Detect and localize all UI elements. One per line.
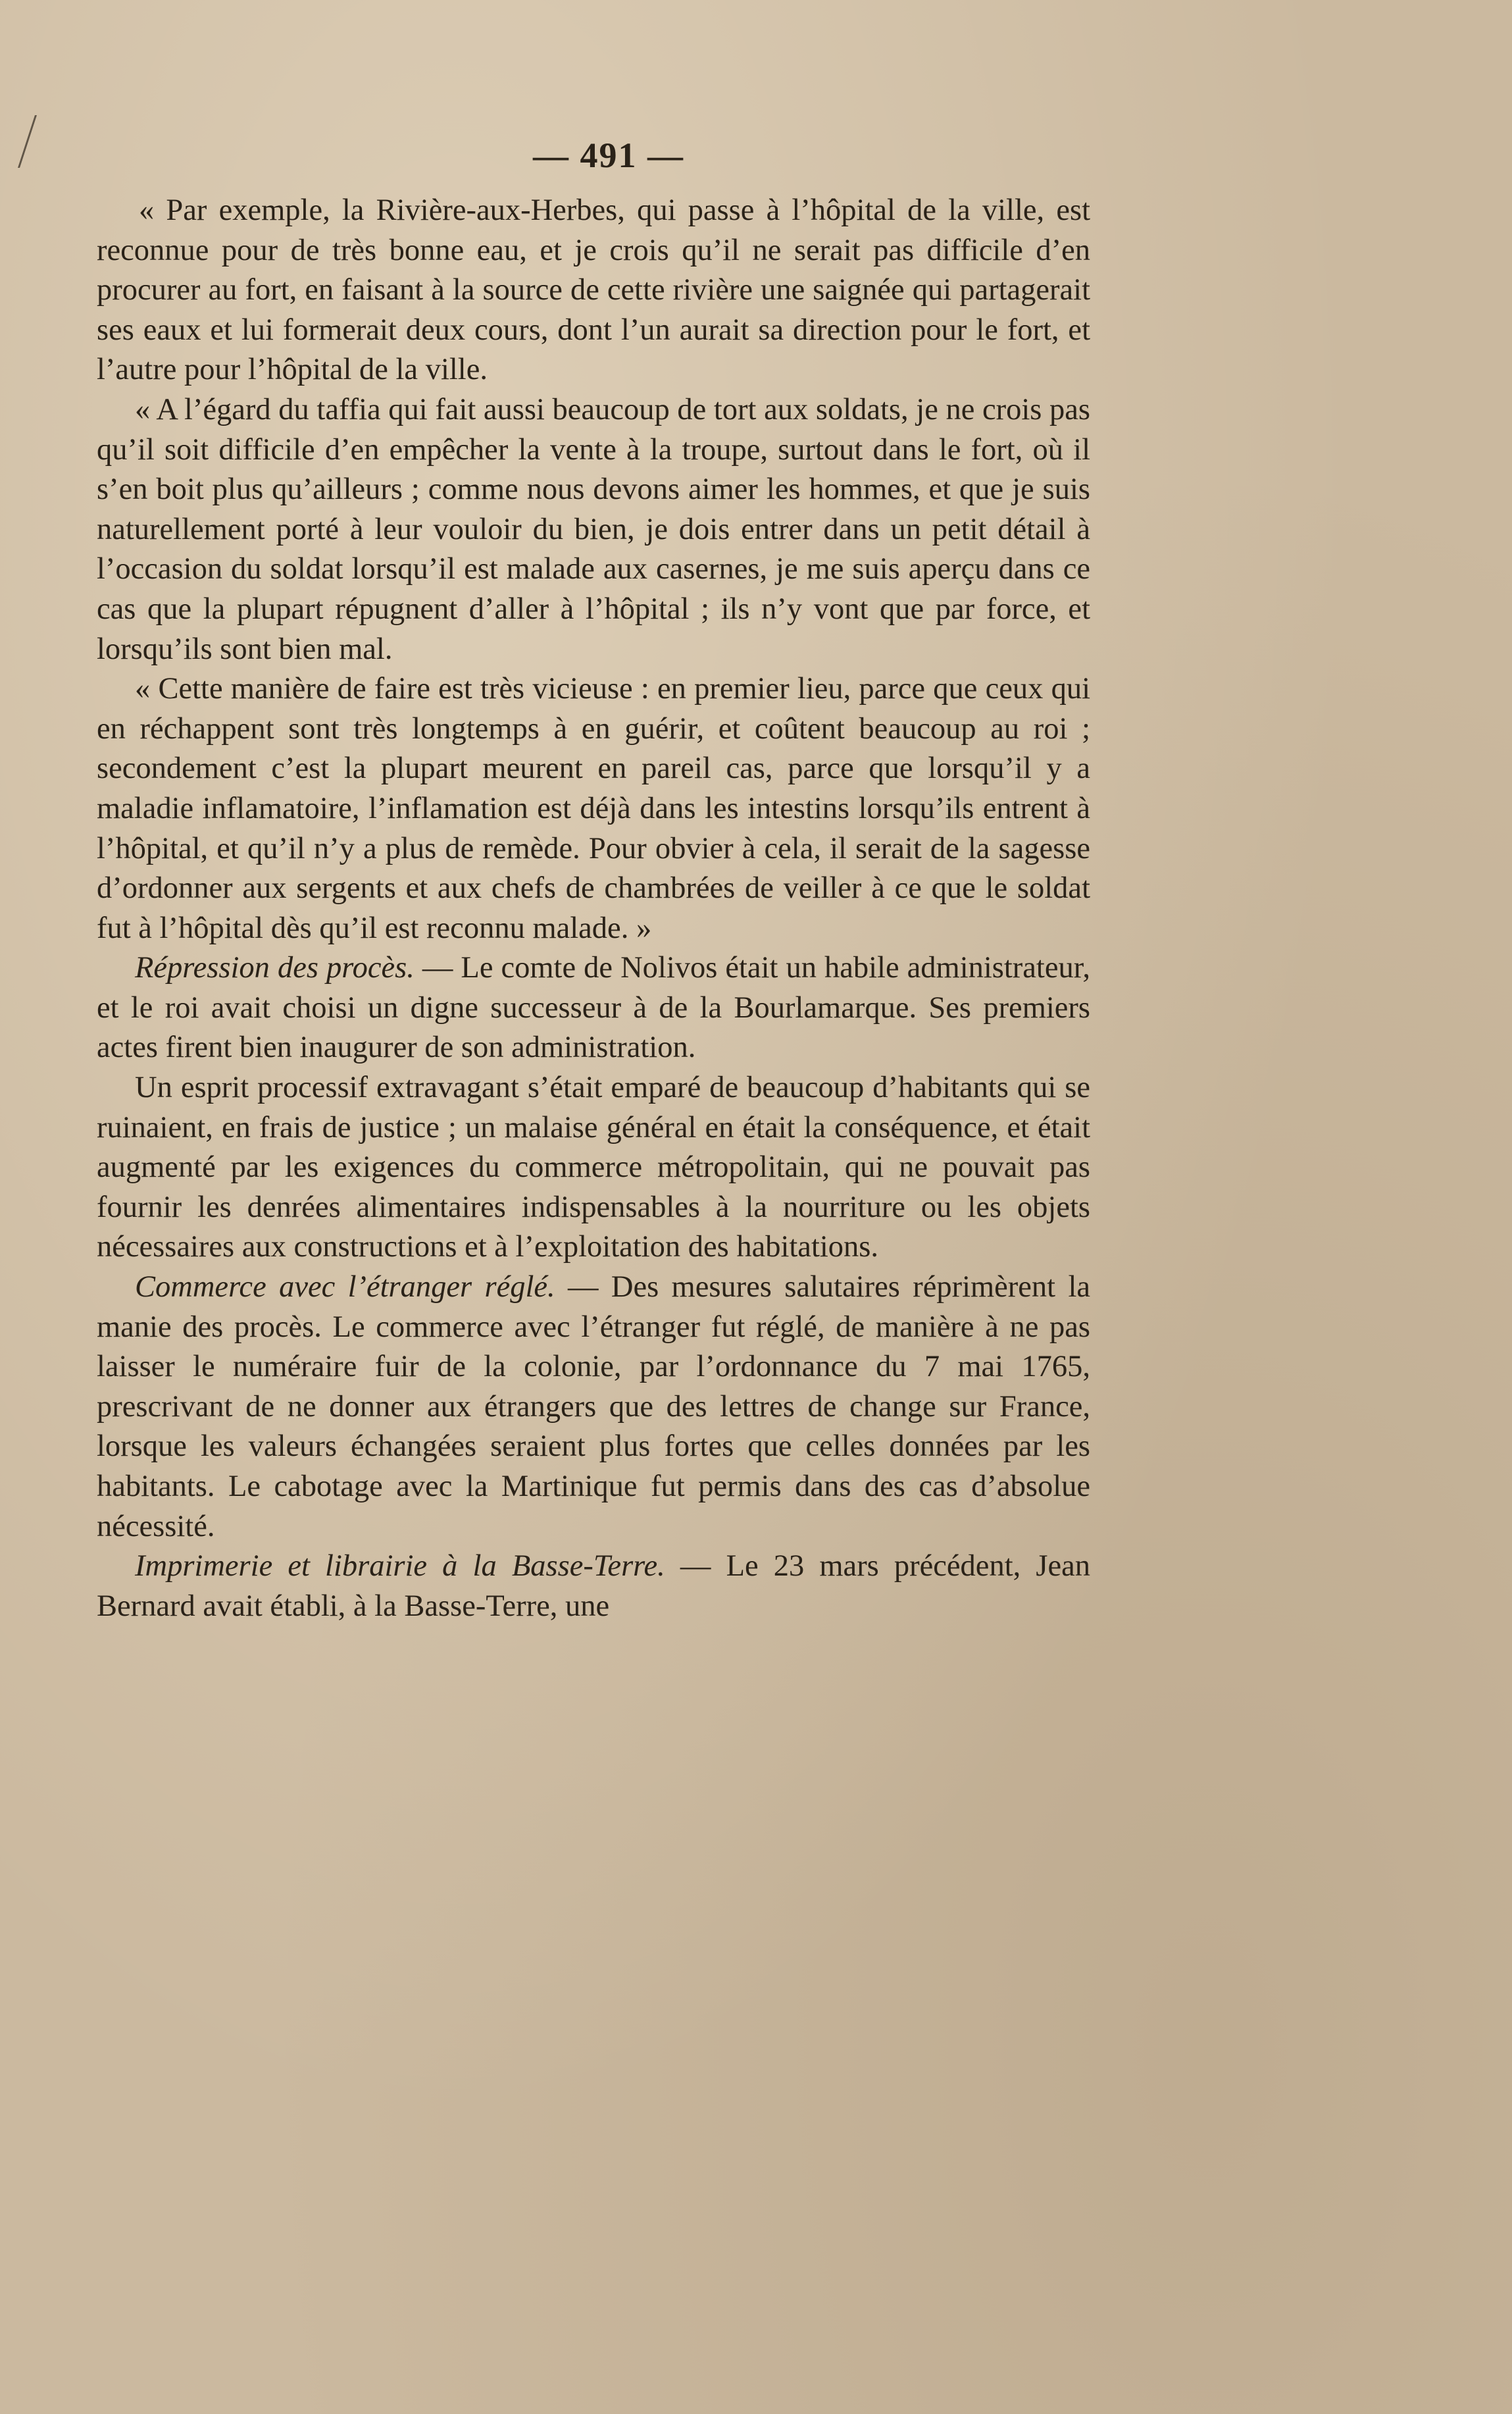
- paragraph-4: [97, 948, 1090, 1068]
- paragraph-2: [97, 390, 1090, 669]
- section-heading: Imprimerie et librairie à la Basse-Terre.: [135, 1549, 665, 1583]
- paragraph-text: « Cette manière de faire est très vicieuse : en premier lieu, parce que ceux qui en réchappent sont très longtemps à en guérir, et coûtent beaucoup au roi ; secondement c’est la plupart meurent en pareil cas, parce que lorsqu’il y a maladie inflamatoire, l’inflamation est déjà dans les intestins lorsqu’ils entrent à l’hôpital, et qu’il n’y a plus de remède. Pour obvier à cela, il serait de la sagesse d’ordonner aux sergents et aux chefs de chambrées de veiller à ce que le soldat fut à l’hôpital dès qu’il est reconnu malade. »: [97, 672, 1090, 945]
- paragraph-text: — Le comte de Nolivos était un habile administrateur, et le roi avait choisi un digne successeur à de la Bourlamarque. Ses premiers actes firent bien inaugurer de son administration.: [97, 951, 1090, 1065]
- paragraph-text: Un esprit processif extravagant s’était emparé de beaucoup d’habitants qui se ruinaient, en frais de justice ; un malaise général en était la conséquence, et était augmenté par les exigences du commerce métropolitain, qui ne pouvait pas fournir les denrées alimentaires indispensables à la nourriture ou les objets nécessaires aux constructions et à l’exploitation des habitations.: [97, 1071, 1090, 1264]
- page-number: — 491 —: [533, 136, 684, 175]
- paragraph-6: [97, 1268, 1090, 1547]
- paragraph-text: — Des mesures salutaires réprimèrent la manie des procès. Le commerce avec l’étranger fut réglé, de manière à ne pas laisser le numéraire fuir de la colonie, par l’ordonnance du 7 mai 1765, prescrivant de ne donner aux étrangers que des lettres de change sur France, lorsque les valeurs échangées seraient plus fortes que celles données par les habitants. Le cabotage avec la Martinique fut permis dans des cas d’absolue nécessité.: [97, 1270, 1090, 1543]
- section-heading: Commerce avec l’étranger réglé.: [135, 1270, 555, 1304]
- paragraph-text: — Le 23 mars précédent, Jean Bernard avait établi, à la Basse-Terre, une: [97, 1549, 1090, 1623]
- paragraph-3: [97, 669, 1090, 948]
- section-heading: Répression des procès.: [135, 951, 415, 985]
- paragraph-5: [97, 1068, 1090, 1268]
- body-text: [97, 191, 1090, 1626]
- paragraph-7: [97, 1547, 1090, 1626]
- paragraph-text: « A l’égard du taffia qui fait aussi beaucoup de tort aux soldats, je ne crois pas qu’il soit difficile d’en empêcher la vente à la troupe, surtout dans le fort, où il s’en boit plus qu’ailleurs ; comme nous devons aimer les hommes, et que je suis naturellement porté à leur vouloir du bien, je dois entrer dans un petit détail à l’occasion du soldat lorsqu’il est malade aux casernes, je me suis aperçu dans ce cas que la plupart répugnent d’aller à l’hôpital ; ils n’y vont que par force, et lorsqu’ils sont bien mal.: [97, 392, 1090, 666]
- paragraph-text: « Par exemple, la Rivière-aux-Herbes, qui passe à l’hôpital de la ville, est reconnue pour de très bonne eau, et je crois qu’il ne serait pas difficile d’en procurer au fort, en faisant à la source de cette rivière une saignée qui partagerait ses eaux et lui formerait deux cours, dont l’un aurait sa direction pour le fort, et l’autre pour l’hôpital de la ville.: [97, 193, 1090, 387]
- paragraph-1: [97, 191, 1090, 390]
